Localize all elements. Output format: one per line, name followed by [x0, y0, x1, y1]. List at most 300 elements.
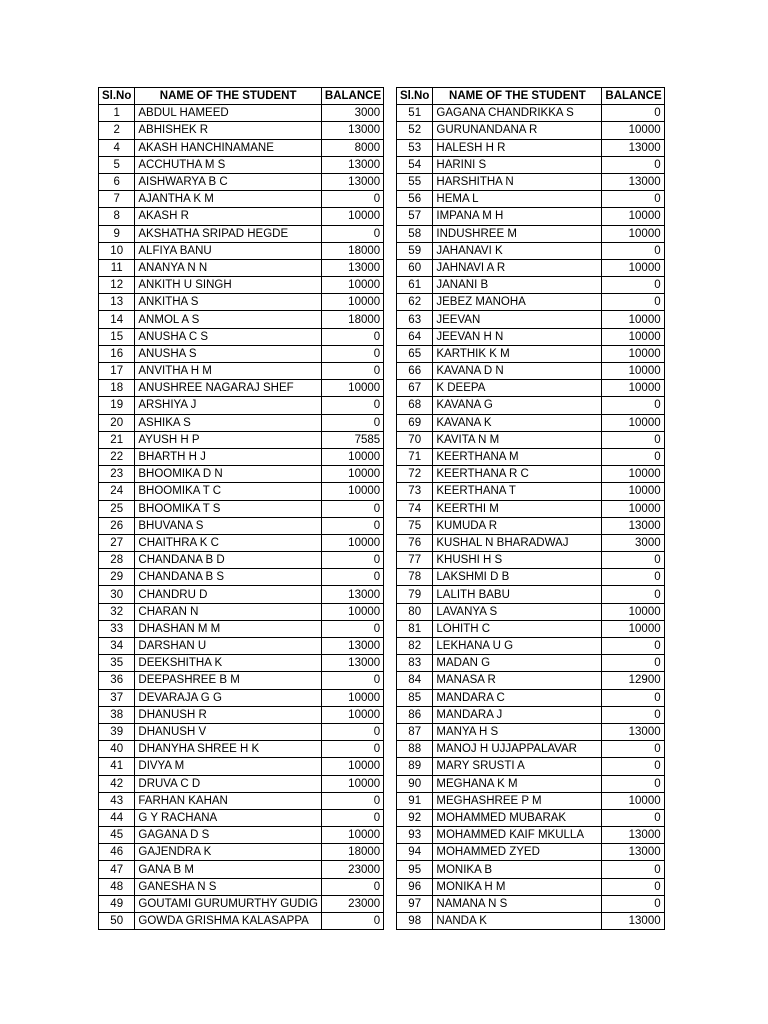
student-name-cell: DHANYHA SHREE H K [135, 741, 322, 758]
table-row [99, 363, 384, 380]
balance-cell: 3000 [602, 534, 664, 551]
student-name-cell: BHOOMIKA T C [135, 483, 322, 500]
table-row [99, 792, 384, 809]
student-name-cell: G Y RACHANA [135, 809, 322, 826]
table-row [99, 156, 384, 173]
sl-no-cell: 37 [99, 689, 135, 706]
balance-cell: 13000 [602, 844, 664, 861]
sl-no-cell: 17 [99, 363, 135, 380]
balance-cell: 10000 [602, 328, 664, 345]
balance-cell: 0 [321, 913, 383, 930]
table-row [397, 414, 665, 431]
sl-no-cell: 70 [397, 431, 433, 448]
table-row [397, 620, 665, 637]
table-row [397, 603, 665, 620]
balance-cell: 0 [321, 414, 383, 431]
student-name-cell: KEERTHANA R C [433, 466, 602, 483]
table-row [397, 672, 665, 689]
balance-cell: 0 [602, 758, 664, 775]
table-row [397, 706, 665, 723]
left-table-body [99, 105, 384, 930]
table-row [397, 775, 665, 792]
sl-no-cell: 81 [397, 620, 433, 637]
sl-no-cell: 84 [397, 672, 433, 689]
sl-no-cell: 67 [397, 380, 433, 397]
student-name-cell: MANDARA J [433, 706, 602, 723]
table-row [397, 156, 665, 173]
student-name-cell: LALITH BABU [433, 586, 602, 603]
student-name-cell: JAHANAVI K [433, 242, 602, 259]
sl-no-cell: 55 [397, 173, 433, 190]
balance-cell: 10000 [321, 706, 383, 723]
balance-cell: 0 [321, 792, 383, 809]
balance-cell: 10000 [321, 603, 383, 620]
header-student-name: NAME OF THE STUDENT [433, 88, 602, 105]
sl-no-cell: 27 [99, 534, 135, 551]
table-row [99, 277, 384, 294]
student-name-cell: KEERTHANA T [433, 483, 602, 500]
table-row [397, 105, 665, 122]
sl-no-cell: 78 [397, 569, 433, 586]
table-row [99, 328, 384, 345]
student-name-cell: BHARTH H J [135, 448, 322, 465]
student-name-cell: ARSHIYA J [135, 397, 322, 414]
student-name-cell: GAJENDRA K [135, 844, 322, 861]
student-name-cell: MOHAMMED MUBARAK [433, 809, 602, 826]
sl-no-cell: 11 [99, 259, 135, 276]
student-name-cell: ANMOL A S [135, 311, 322, 328]
balance-cell: 10000 [321, 380, 383, 397]
sl-no-cell: 51 [397, 105, 433, 122]
balance-cell: 0 [602, 397, 664, 414]
balance-cell: 0 [602, 105, 664, 122]
table-row [99, 758, 384, 775]
table-row [99, 569, 384, 586]
table-row [397, 328, 665, 345]
balance-cell: 0 [602, 706, 664, 723]
sl-no-cell: 92 [397, 809, 433, 826]
balance-cell: 10000 [321, 827, 383, 844]
student-name-cell: KEERTHI M [433, 500, 602, 517]
balance-cell: 0 [602, 569, 664, 586]
table-row [99, 844, 384, 861]
student-name-cell: ALFIYA BANU [135, 242, 322, 259]
table-row [397, 586, 665, 603]
table-row [99, 345, 384, 362]
table-row [99, 500, 384, 517]
balance-cell: 0 [602, 741, 664, 758]
student-name-cell: NAMANA N S [433, 895, 602, 912]
balance-cell: 10000 [602, 500, 664, 517]
sl-no-cell: 82 [397, 638, 433, 655]
sl-no-cell: 29 [99, 569, 135, 586]
student-name-cell: ASHIKA S [135, 414, 322, 431]
student-name-cell: MANASA R [433, 672, 602, 689]
table-row [397, 345, 665, 362]
table-row [99, 534, 384, 551]
header-row [397, 88, 665, 105]
student-name-cell: GOWDA GRISHMA KALASAPPA [135, 913, 322, 930]
sl-no-cell: 98 [397, 913, 433, 930]
student-name-cell: JEEVAN [433, 311, 602, 328]
student-name-cell: FARHAN KAHAN [135, 792, 322, 809]
student-name-cell: MANYA H S [433, 723, 602, 740]
sl-no-cell: 36 [99, 672, 135, 689]
balance-cell: 0 [602, 242, 664, 259]
balance-cell: 0 [602, 586, 664, 603]
student-name-cell: CHARAN N [135, 603, 322, 620]
student-name-cell: GAGANA D S [135, 827, 322, 844]
student-name-cell: BHUVANA S [135, 517, 322, 534]
sl-no-cell: 62 [397, 294, 433, 311]
student-name-cell: LAKSHMI D B [433, 569, 602, 586]
sl-no-cell: 9 [99, 225, 135, 242]
sl-no-cell: 97 [397, 895, 433, 912]
balance-cell: 0 [602, 638, 664, 655]
student-name-cell: ABDUL HAMEED [135, 105, 322, 122]
table-row [99, 775, 384, 792]
sl-no-cell: 94 [397, 844, 433, 861]
balance-cell: 0 [321, 552, 383, 569]
balance-cell: 18000 [321, 844, 383, 861]
table-row [99, 483, 384, 500]
student-name-cell: JEBEZ MANOHA [433, 294, 602, 311]
balance-cell: 13000 [321, 122, 383, 139]
sl-no-cell: 24 [99, 483, 135, 500]
table-row [397, 517, 665, 534]
table-row [99, 638, 384, 655]
balance-cell: 0 [602, 655, 664, 672]
balance-cell: 10000 [321, 466, 383, 483]
balance-cell: 23000 [321, 861, 383, 878]
balance-cell: 13000 [602, 827, 664, 844]
student-name-cell: MADAN G [433, 655, 602, 672]
balance-cell: 0 [602, 552, 664, 569]
balance-cell: 10000 [321, 775, 383, 792]
table-row [397, 225, 665, 242]
sl-no-cell: 88 [397, 741, 433, 758]
sl-no-cell: 8 [99, 208, 135, 225]
sl-no-cell: 83 [397, 655, 433, 672]
sl-no-cell: 44 [99, 809, 135, 826]
balance-cell: 10000 [602, 603, 664, 620]
student-name-cell: HARSHITHA N [433, 173, 602, 190]
table-row [99, 397, 384, 414]
table-row [99, 689, 384, 706]
table-row [99, 827, 384, 844]
sl-no-cell: 26 [99, 517, 135, 534]
balance-cell: 0 [321, 397, 383, 414]
balance-cell: 0 [321, 569, 383, 586]
table-row [99, 466, 384, 483]
student-name-cell: MOHAMMED KAIF MKULLA [433, 827, 602, 844]
sl-no-cell: 74 [397, 500, 433, 517]
balance-cell: 0 [321, 723, 383, 740]
table-row [99, 139, 384, 156]
table-row [99, 259, 384, 276]
sl-no-cell: 86 [397, 706, 433, 723]
balance-cell: 0 [602, 191, 664, 208]
sl-no-cell: 40 [99, 741, 135, 758]
balance-cell: 0 [321, 328, 383, 345]
sl-no-cell: 73 [397, 483, 433, 500]
balance-cell: 10000 [602, 225, 664, 242]
sl-no-cell: 43 [99, 792, 135, 809]
balance-cell: 10000 [321, 294, 383, 311]
balance-cell: 13000 [321, 173, 383, 190]
table-row [99, 173, 384, 190]
balance-cell: 0 [321, 620, 383, 637]
table-row [397, 552, 665, 569]
sl-no-cell: 95 [397, 861, 433, 878]
sl-no-cell: 28 [99, 552, 135, 569]
table-row [397, 259, 665, 276]
student-name-cell: ANANYA N N [135, 259, 322, 276]
balance-cell: 10000 [602, 259, 664, 276]
balance-cell: 0 [321, 225, 383, 242]
student-name-cell: DEEPASHREE B M [135, 672, 322, 689]
table-row [397, 208, 665, 225]
student-name-cell: KHUSHI H S [433, 552, 602, 569]
student-name-cell: NANDA K [433, 913, 602, 930]
student-name-cell: DHASHAN M M [135, 620, 322, 637]
student-name-cell: LOHITH C [433, 620, 602, 637]
table-row [397, 363, 665, 380]
table-row [99, 414, 384, 431]
sl-no-cell: 5 [99, 156, 135, 173]
sl-no-cell: 1 [99, 105, 135, 122]
student-name-cell: AKASH HANCHINAMANE [135, 139, 322, 156]
student-name-cell: GANA B M [135, 861, 322, 878]
header-balance: BALANCE [321, 88, 383, 105]
table-row [99, 809, 384, 826]
balance-cell: 13000 [321, 655, 383, 672]
balance-cell: 0 [602, 878, 664, 895]
balance-cell: 10000 [602, 380, 664, 397]
student-name-cell: AKSHATHA SRIPAD HEGDE [135, 225, 322, 242]
table-row [397, 139, 665, 156]
table-row [397, 913, 665, 930]
sl-no-cell: 2 [99, 122, 135, 139]
student-name-cell: KAVITA N M [433, 431, 602, 448]
balance-cell: 0 [602, 448, 664, 465]
table-row [99, 380, 384, 397]
header-student-name: NAME OF THE STUDENT [135, 88, 322, 105]
student-name-cell: GOUTAMI GURUMURTHY GUDIG [135, 895, 322, 912]
sl-no-cell: 54 [397, 156, 433, 173]
sl-no-cell: 91 [397, 792, 433, 809]
sl-no-cell: 76 [397, 534, 433, 551]
student-name-cell: KAVANA G [433, 397, 602, 414]
sl-no-cell: 58 [397, 225, 433, 242]
table-row [397, 827, 665, 844]
student-name-cell: ANKITHA S [135, 294, 322, 311]
table-row [99, 706, 384, 723]
sl-no-cell: 75 [397, 517, 433, 534]
sl-no-cell: 35 [99, 655, 135, 672]
sl-no-cell: 25 [99, 500, 135, 517]
table-row [397, 431, 665, 448]
balance-cell: 0 [602, 895, 664, 912]
sl-no-cell: 72 [397, 466, 433, 483]
table-row [397, 723, 665, 740]
balance-cell: 0 [602, 294, 664, 311]
balance-cell: 0 [602, 689, 664, 706]
sl-no-cell: 48 [99, 878, 135, 895]
sl-no-cell: 30 [99, 586, 135, 603]
table-row [99, 913, 384, 930]
table-row [397, 242, 665, 259]
sl-no-cell: 69 [397, 414, 433, 431]
balance-cell: 10000 [321, 689, 383, 706]
table-row [99, 603, 384, 620]
sl-no-cell: 68 [397, 397, 433, 414]
table-row [397, 448, 665, 465]
balance-cell: 18000 [321, 311, 383, 328]
balance-cell: 13000 [602, 517, 664, 534]
table-row [99, 242, 384, 259]
table-row [397, 638, 665, 655]
table-row [397, 500, 665, 517]
balance-cell: 0 [602, 277, 664, 294]
balance-cell: 13000 [602, 139, 664, 156]
student-name-cell: K DEEPA [433, 380, 602, 397]
balance-cell: 10000 [321, 208, 383, 225]
table-row [397, 294, 665, 311]
sl-no-cell: 19 [99, 397, 135, 414]
balance-cell: 0 [321, 500, 383, 517]
student-name-cell: JANANI B [433, 277, 602, 294]
table-row [99, 723, 384, 740]
balance-cell: 13000 [321, 156, 383, 173]
sl-no-cell: 18 [99, 380, 135, 397]
table-row [99, 672, 384, 689]
balance-cell: 10000 [321, 758, 383, 775]
student-name-cell: IMPANA M H [433, 208, 602, 225]
balance-cell: 13000 [602, 913, 664, 930]
student-name-cell: BHOOMIKA D N [135, 466, 322, 483]
table-row [397, 878, 665, 895]
table-row [397, 173, 665, 190]
table-row [99, 448, 384, 465]
table-row [99, 225, 384, 242]
balance-cell: 10000 [602, 363, 664, 380]
student-name-cell: ABHISHEK R [135, 122, 322, 139]
sl-no-cell: 77 [397, 552, 433, 569]
sl-no-cell: 15 [99, 328, 135, 345]
sl-no-cell: 79 [397, 586, 433, 603]
student-name-cell: GANESHA N S [135, 878, 322, 895]
sl-no-cell: 85 [397, 689, 433, 706]
balance-cell: 10000 [602, 311, 664, 328]
sl-no-cell: 13 [99, 294, 135, 311]
table-row [99, 655, 384, 672]
sl-no-cell: 53 [397, 139, 433, 156]
sl-no-cell: 20 [99, 414, 135, 431]
sl-no-cell: 38 [99, 706, 135, 723]
student-name-cell: GAGANA CHANDRIKKA S [433, 105, 602, 122]
table-row [397, 483, 665, 500]
sl-no-cell: 45 [99, 827, 135, 844]
balance-cell: 0 [321, 191, 383, 208]
balance-cell: 10000 [321, 277, 383, 294]
balance-cell: 0 [321, 878, 383, 895]
sl-no-cell: 65 [397, 345, 433, 362]
sl-no-cell: 6 [99, 173, 135, 190]
balance-cell: 10000 [602, 792, 664, 809]
sl-no-cell: 57 [397, 208, 433, 225]
sl-no-cell: 22 [99, 448, 135, 465]
sl-no-cell: 10 [99, 242, 135, 259]
student-name-cell: INDUSHREE M [433, 225, 602, 242]
balance-cell: 13000 [602, 173, 664, 190]
student-name-cell: MANOJ H UJJAPPALAVAR [433, 741, 602, 758]
student-name-cell: HARINI S [433, 156, 602, 173]
student-name-cell: ANUSHA C S [135, 328, 322, 345]
student-name-cell: DEEKSHITHA K [135, 655, 322, 672]
table-row [99, 122, 384, 139]
table-row [397, 397, 665, 414]
student-name-cell: KUMUDA R [433, 517, 602, 534]
student-name-cell: DHANUSH R [135, 706, 322, 723]
balance-cell: 0 [602, 809, 664, 826]
table-row [99, 431, 384, 448]
student-name-cell: JEEVAN H N [433, 328, 602, 345]
sl-no-cell: 7 [99, 191, 135, 208]
table-row [397, 758, 665, 775]
sl-no-cell: 16 [99, 345, 135, 362]
balance-cell: 18000 [321, 242, 383, 259]
table-row [99, 311, 384, 328]
table-row [397, 861, 665, 878]
student-name-cell: MEGHASHREE P M [433, 792, 602, 809]
sl-no-cell: 23 [99, 466, 135, 483]
sl-no-cell: 59 [397, 242, 433, 259]
student-name-cell: HALESH H R [433, 139, 602, 156]
balance-cell: 10000 [602, 620, 664, 637]
sl-no-cell: 14 [99, 311, 135, 328]
student-name-cell: DIVYA M [135, 758, 322, 775]
balance-cell: 0 [602, 431, 664, 448]
student-name-cell: AKASH R [135, 208, 322, 225]
table-row [397, 844, 665, 861]
balance-cell: 10000 [321, 534, 383, 551]
student-name-cell: DEVARAJA G G [135, 689, 322, 706]
table-row [397, 122, 665, 139]
student-name-cell: DHANUSH V [135, 723, 322, 740]
balance-cell: 0 [321, 809, 383, 826]
sl-no-cell: 4 [99, 139, 135, 156]
sl-no-cell: 56 [397, 191, 433, 208]
table-row [397, 311, 665, 328]
sl-no-cell: 80 [397, 603, 433, 620]
sl-no-cell: 66 [397, 363, 433, 380]
table-row [397, 277, 665, 294]
balance-cell: 10000 [321, 483, 383, 500]
sl-no-cell: 32 [99, 603, 135, 620]
student-name-cell: CHANDRU D [135, 586, 322, 603]
student-name-cell: ANUSHREE NAGARAJ SHEF [135, 380, 322, 397]
sl-no-cell: 21 [99, 431, 135, 448]
table-row [99, 741, 384, 758]
student-name-cell: ANVITHA H M [135, 363, 322, 380]
balance-cell: 13000 [321, 259, 383, 276]
header-balance: BALANCE [602, 88, 664, 105]
header-sl-no: Sl.No [397, 88, 433, 105]
table-row [99, 895, 384, 912]
table-row [397, 380, 665, 397]
table-row [397, 466, 665, 483]
